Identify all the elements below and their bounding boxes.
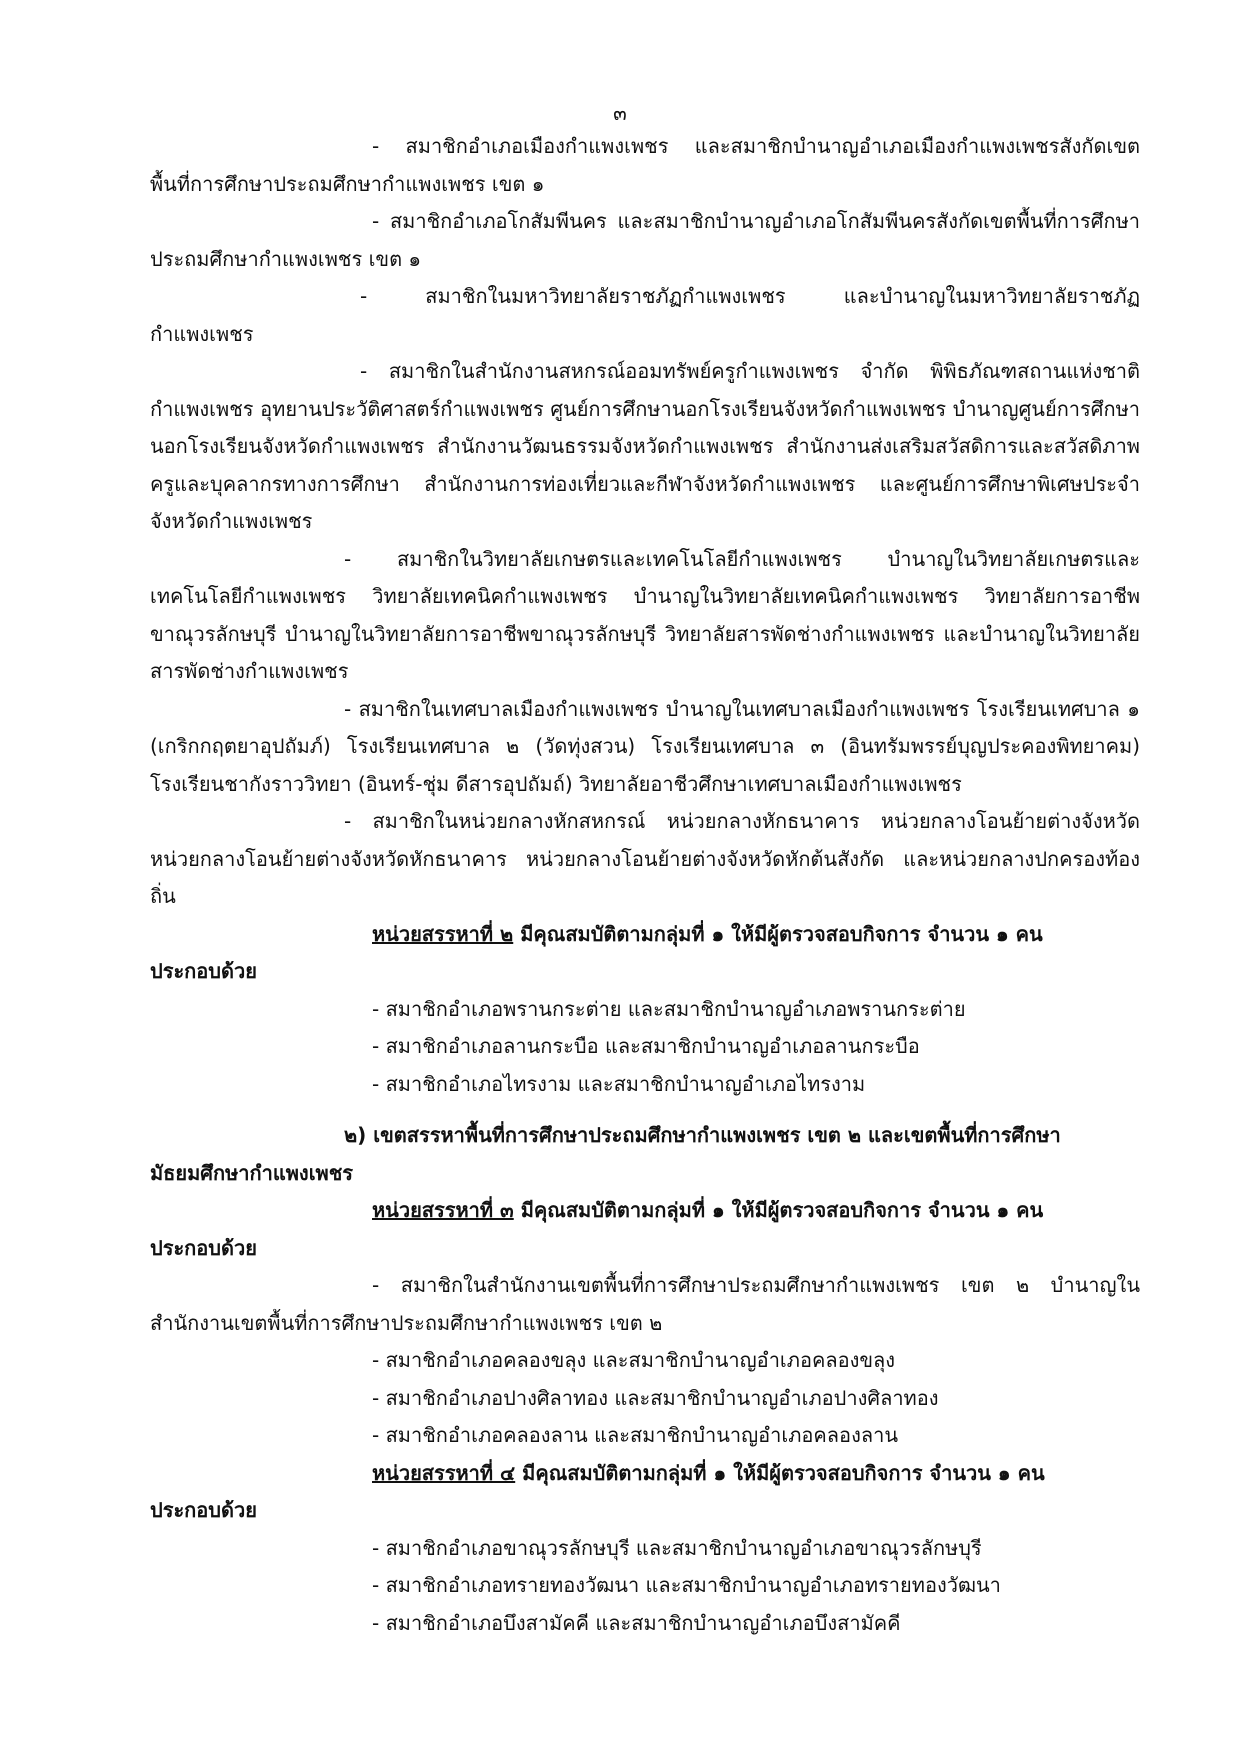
list-item: - สมาชิกอำเภอทรายทองวัฒนา และสมาชิกบำนาญอำเภอทรายทองวัฒนา [372,1573,1001,1597]
paragraph: - สมาชิกในวิทยาลัยเกษตรและเทคโนโลยีกำแพงเพชร บำนาญในวิทยาลัยเกษตรและเทคโนโลยีกำแพงเพชร วิทยาลัยเทคนิคกำแพงเพชร บำนาญในวิทยาลัยเทคนิคกำแพงเพชร วิทยาลัยการอาชีพขาณุวรลักษบุรี บำนาญในวิทยาลัยการอาชีพขาณุวรลักษบุรี วิทยาลัยสารพัดช่างกำแพงเพชร และบำนาญในวิทยาลัยสารพัดช่างกำแพงเพชร [150,546,1140,683]
unit-label: หน่วยสรรหาที่ ๔ [372,1460,516,1485]
composed-of-heading: ประกอบด้วย [150,1498,257,1522]
unit-heading [150,916,1140,954]
composed-of-heading: ประกอบด้วย [150,959,257,983]
paragraph: - สมาชิกอำเภอโกสัมพีนคร และสมาชิกบำนาญอำเภอโกสัมพีนครสังกัดเขตพื้นที่การศึกษาประถมศึกษากำแพงเพชร เขต ๑ [150,209,1140,271]
paragraph: - สมาชิกในมหาวิทยาลัยราชภัฏกำแพงเพชร และบำนาญในมหาวิทยาลัยราชภัฏกำแพงเพชร [150,284,1140,346]
list-item: - สมาชิกอำเภอพรานกระต่าย และสมาชิกบำนาญอำเภอพรานกระต่าย [372,996,966,1021]
unit-description: มีคุณสมบัติตามกลุ่มที่ ๑ ให้มีผู้ตรวจสอบกิจการ จำนวน ๑ คน [513,921,1043,946]
composed-of-heading: ประกอบด้วย [150,1235,257,1260]
section-heading: ๒) เขตสรรหาพื้นที่การศึกษาประถมศึกษากำแพงเพชร เขต ๒ และเขตพื้นที่การศึกษามัธยมศึกษากำแพงเพชร [150,1123,1061,1185]
list-item: - สมาชิกอำเภอคลองลาน และสมาชิกบำนาญอำเภอคลองลาน [372,1423,898,1447]
unit-label: หน่วยสรรหาที่ ๓ [372,1198,514,1222]
unit-label: หน่วยสรรหาที่ ๒ [372,921,514,946]
list-item: - สมาชิกอำเภอคลองขลุง และสมาชิกบำนาญอำเภอคลองขลุง [372,1348,896,1372]
paragraph: - สมาชิกในเทศบาลเมืองกำแพงเพชร บำนาญในเทศบาลเมืองกำแพงเพชร โรงเรียนเทศบาล ๑ (เกริกกฤตยาอุปถัมภ์) โรงเรียนเทศบาล ๒ (วัดทุ่งสวน) โรงเรียนเทศบาล ๓ (อินทรัมพรรย์บุญประคองพิทยาคม) โรงเรียนชากังราววิทยา (อินทร์-ชุ่ม ดีสารอุปถัมถ์) วิทยาลัยอาชีวศึกษาเทศบาลเมืองกำแพงเพชร [150,696,1140,796]
unit-description: มีคุณสมบัติตามกลุ่มที่ ๑ ให้มีผู้ตรวจสอบกิจการ จำนวน ๑ คน [515,1460,1045,1485]
unit-heading [150,1192,1140,1230]
paragraph: - สมาชิกในสำนักงานเขตพื้นที่การศึกษาประถมศึกษากำแพงเพชร เขต ๒ บำนาญในสำนักงานเขตพื้นที่การศึกษาประถมศึกษากำแพงเพชร เขต ๒ [150,1273,1140,1335]
paragraph: - สมาชิกในสำนักงานสหกรณ์ออมทรัพย์ครูกำแพงเพชร จำกัด พิพิธภัณฑสถานแห่งชาติกำแพงเพชร อุทยานประวัติศาสตร์กำแพงเพชร ศูนย์การศึกษานอกโรงเรียนจังหวัดกำแพงเพชร บำนาญศูนย์การศึกษานอกโรงเรียนจังหวัดกำแพงเพชร สำนักงานวัฒนธรรมจังหวัดกำแพงเพชร สำนักงานส่งเสริมสวัสดิการและสวัสดิภาพครูและบุคลากรทางการศึกษา สำนักงานการท่องเที่ยวและกีฬาจังหวัดกำแพงเพชร และศูนย์การศึกษาพิเศษประจำจังหวัดกำแพงเพชร [150,359,1140,533]
document-body [150,128,1140,1642]
list-item: - สมาชิกอำเภอไทรงาม และสมาชิกบำนาญอำเภอไทรงาม [372,1071,866,1096]
unit-heading [150,1455,1140,1493]
list-item: - สมาชิกอำเภอปางศิลาทอง และสมาชิกบำนาญอำเภอปางศิลาทอง [372,1385,939,1410]
unit-description: มีคุณสมบัติตามกลุ่มที่ ๑ ให้มีผู้ตรวจสอบกิจการ จำนวน ๑ คน [513,1198,1044,1222]
list-item: - สมาชิกอำเภอขาณุวรลักษบุรี และสมาชิกบำนาญอำเภอขาณุวรลักษบุรี [372,1535,982,1560]
list-item: - สมาชิกอำเภอลานกระบือ และสมาชิกบำนาญอำเภอลานกระบือ [372,1034,920,1058]
paragraph: - สมาชิกอำเภอเมืองกำแพงเพชร และสมาชิกบำนาญอำเภอเมืองกำแพงเพชรสังกัดเขตพื้นที่การศึกษาประถมศึกษากำแพงเพชร เขต ๑ [150,134,1140,196]
list-item: - สมาชิกอำเภอบึงสามัคคี และสมาชิกบำนาญอำเภอบึงสามัคคี [372,1610,901,1635]
section-gap [150,1103,1140,1117]
page-number: ๓ [613,101,627,125]
paragraph: - สมาชิกในหน่วยกลางหักสหกรณ์ หน่วยกลางหักธนาคาร หน่วยกลางโอนย้ายต่างจังหวัด หน่วยกลางโอนย้ายต่างจังหวัดหักธนาคาร หน่วยกลางโอนย้ายต่างจังหวัดหักต้นสังกัด และหน่วยกลางปกครองท้องถิ่น [150,809,1140,908]
